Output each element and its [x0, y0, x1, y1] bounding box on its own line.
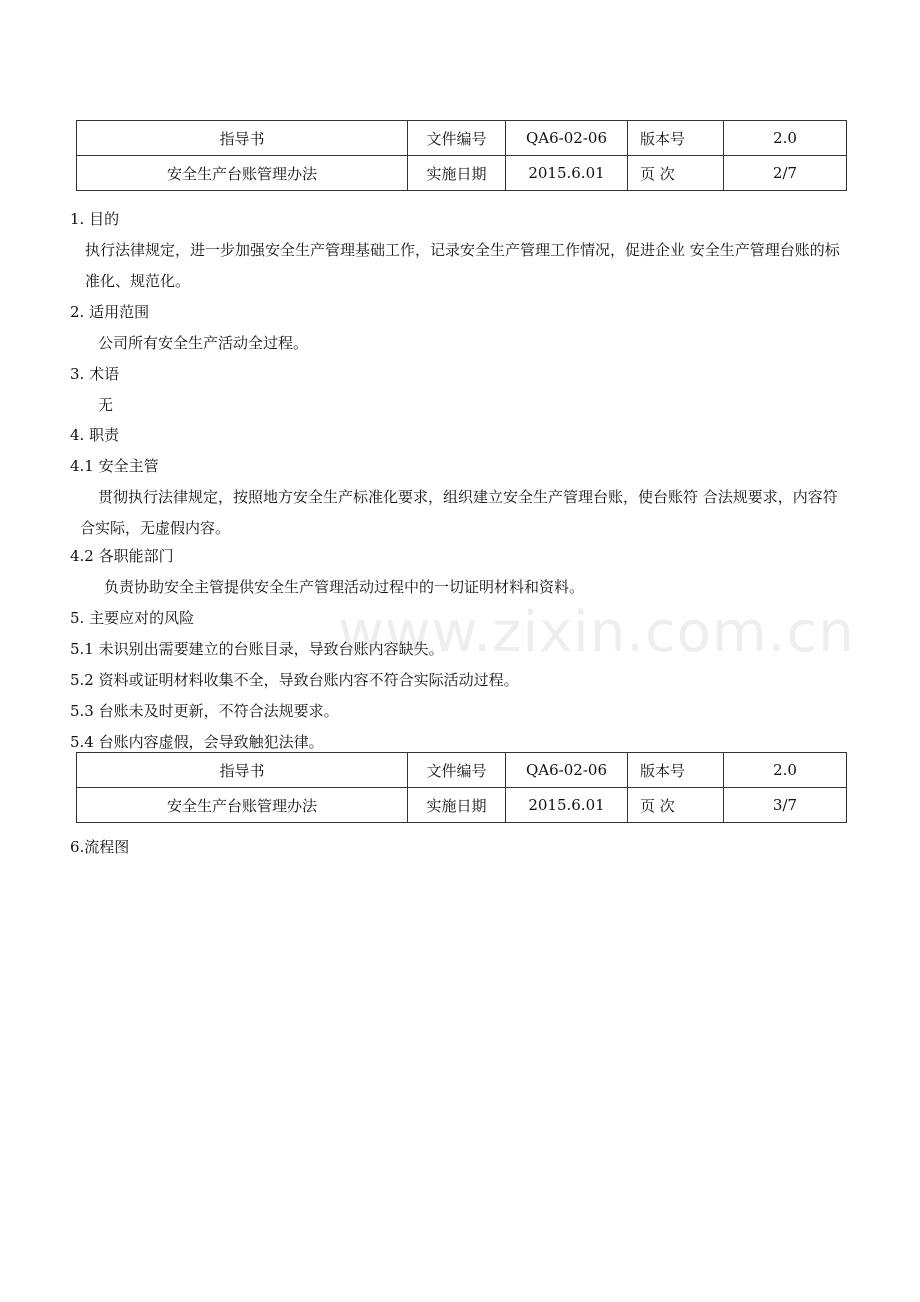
doc-type: 指导书 [77, 753, 408, 788]
section-heading: 4. 职责 [70, 426, 120, 444]
section-heading: 1. 目的 [70, 210, 120, 228]
doc-number-label: 文件编号 [408, 121, 506, 156]
doc-title: 安全生产台账管理办法 [77, 156, 408, 191]
section-heading: 5. 主要应对的风险 [70, 609, 195, 627]
doc-type: 指导书 [77, 121, 408, 156]
section-heading: 2. 适用范围 [70, 303, 150, 321]
section-body: 执行法律规定，进一步加强安全生产管理基础工作，记录安全生产管理工作情况，促进企业 安全生产管理台账的标准化、规范化。 [85, 241, 840, 290]
effective-date: 2015.6.01 [506, 788, 628, 823]
risk-item: 5.4 台账内容虚假，会导致触犯法律。 [70, 733, 324, 751]
page-number: 2/7 [724, 156, 847, 191]
section-heading: 6.流程图 [70, 838, 130, 856]
document-header-table [76, 752, 847, 823]
effective-date-label: 实施日期 [408, 156, 506, 191]
section-body: 负责协助安全主管提供安全生产管理活动过程中的一切证明材料和资料。 [104, 578, 585, 596]
effective-date-label: 实施日期 [408, 788, 506, 823]
version-value: 2.0 [724, 753, 847, 788]
doc-number-label: 文件编号 [408, 753, 506, 788]
document-header-table [76, 120, 847, 191]
effective-date: 2015.6.01 [506, 156, 628, 191]
section-body: 公司所有安全生产活动全过程。 [98, 334, 309, 352]
risk-item: 5.3 台账未及时更新，不符合法规要求。 [70, 702, 339, 720]
version-label: 版本号 [628, 753, 724, 788]
section-heading: 3. 术语 [70, 365, 120, 383]
doc-number: QA6-02-06 [506, 121, 628, 156]
page-number: 3/7 [724, 788, 847, 823]
watermark: www.zixin.com.cn [338, 600, 855, 665]
section-body: 无 [98, 396, 114, 414]
subsection-heading: 4.1 安全主管 [70, 457, 159, 475]
version-label: 版本号 [628, 121, 724, 156]
doc-title: 安全生产台账管理办法 [77, 788, 408, 823]
version-value: 2.0 [724, 121, 847, 156]
subsection-heading: 4.2 各职能部门 [70, 547, 174, 565]
section-body: 贯彻执行法律规定，按照地方安全生产标准化要求，组织建立安全生产管理台账，使台账符 合法规要求，内容符合实际，无虚假内容。 [80, 488, 838, 537]
page-label: 页 次 [628, 788, 724, 823]
risk-item: 5.1 未识别出需要建立的台账目录，导致台账内容缺失。 [70, 640, 444, 658]
doc-number: QA6-02-06 [506, 753, 628, 788]
risk-item: 5.2 资料或证明材料收集不全，导致台账内容不符合实际活动过程。 [70, 671, 519, 689]
page-label: 页 次 [628, 156, 724, 191]
